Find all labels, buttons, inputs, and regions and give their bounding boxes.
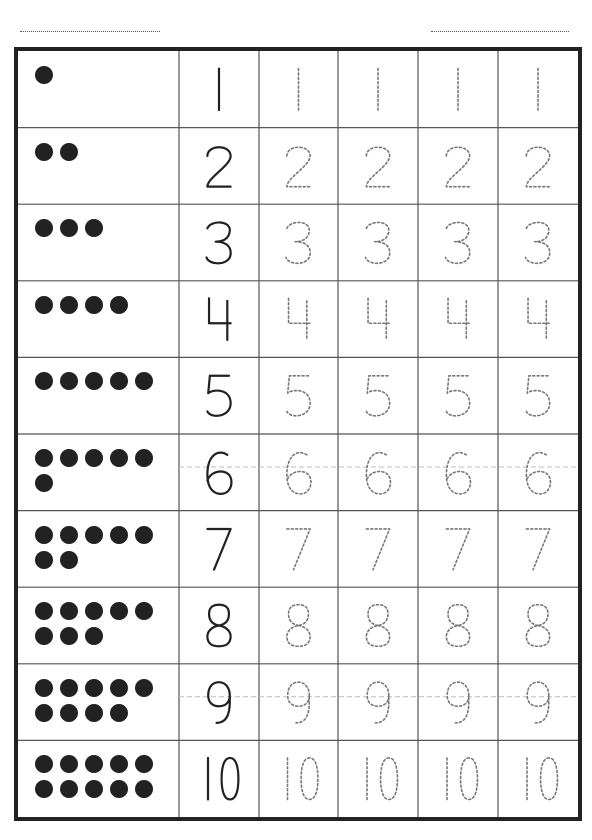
tracing-worksheet	[14, 47, 582, 821]
name-line[interactable]	[20, 31, 160, 32]
date-line[interactable]	[431, 31, 569, 32]
trace-numeral-10[interactable]	[18, 51, 578, 817]
